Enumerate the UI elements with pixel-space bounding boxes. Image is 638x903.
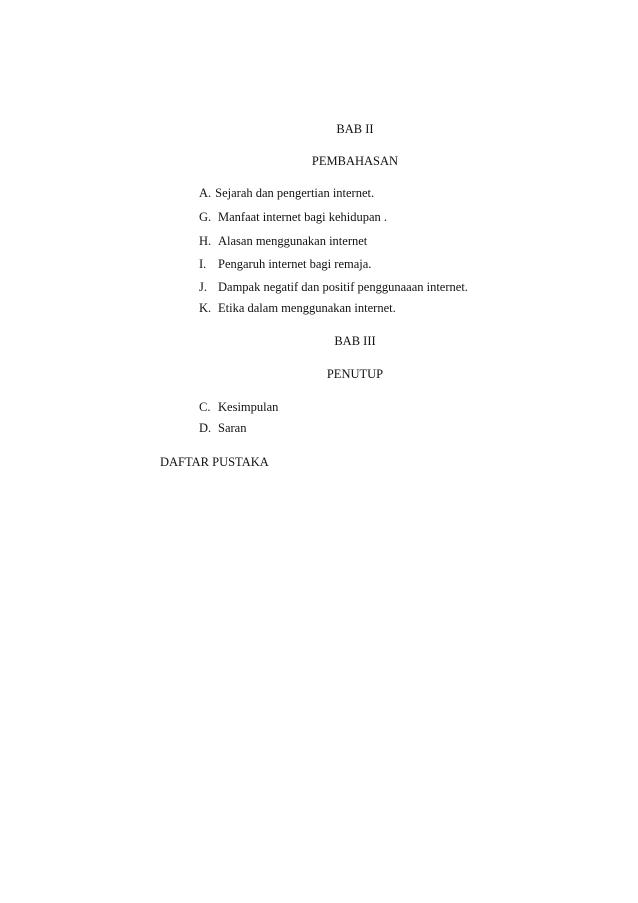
list-item — [199, 279, 468, 295]
list-item — [199, 185, 374, 201]
list-marker: D. — [199, 421, 212, 435]
list-item-text: Etika dalam menggunakan internet. — [218, 301, 396, 315]
chapter-2-title: BAB II — [336, 122, 374, 136]
list-item — [199, 256, 371, 272]
list-item-text: Sejarah dan pengertian internet. — [215, 186, 375, 200]
list-marker: C. — [199, 400, 211, 414]
list-item-text: Dampak negatif dan positif penggunaaan internet. — [218, 280, 468, 294]
list-item-text: Kesimpulan — [218, 400, 279, 414]
list-item-text: Pengaruh internet bagi remaja. — [218, 257, 372, 271]
chapter-2-subtitle: PEMBAHASAN — [311, 154, 399, 168]
list-marker: J. — [199, 280, 207, 294]
list-item — [199, 420, 246, 436]
chapter-3-subtitle: PENUTUP — [326, 367, 384, 381]
list-marker: A. — [199, 186, 212, 200]
chapter-3-title: BAB III — [334, 334, 376, 348]
list-marker: H. — [199, 234, 212, 248]
list-item — [199, 399, 278, 415]
list-item-text: Saran — [218, 421, 247, 435]
list-marker: I. — [199, 257, 207, 271]
list-item — [199, 209, 387, 225]
list-marker: K. — [199, 301, 212, 315]
list-item-text: Alasan menggunakan internet — [218, 234, 368, 248]
list-item — [199, 300, 396, 316]
list-item-text: Manfaat internet bagi kehidupan . — [218, 210, 388, 224]
list-item — [199, 233, 367, 249]
list-marker: G. — [199, 210, 212, 224]
bibliography-heading: DAFTAR PUSTAKA — [160, 455, 269, 469]
